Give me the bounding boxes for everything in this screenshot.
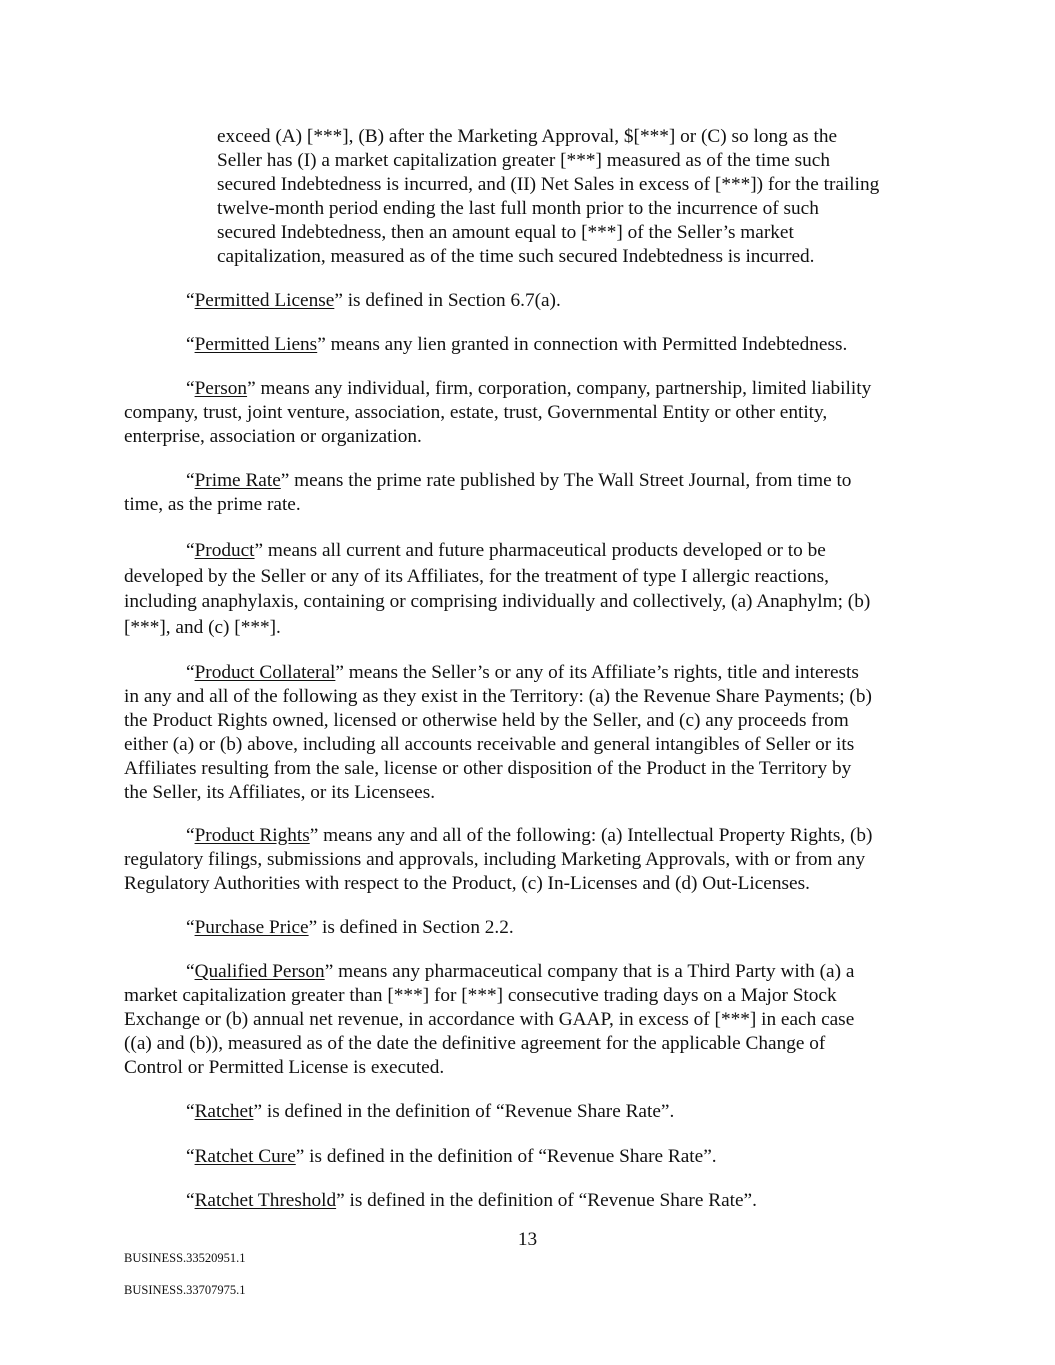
open-quote: “ (186, 917, 195, 938)
continued-clause (217, 125, 947, 269)
open-quote: “ (186, 961, 195, 982)
definition-text: ” means any lien granted in connection with Permitted Indebtedness. (317, 334, 848, 355)
definition-line: [***], and (c) [***]. (124, 616, 281, 638)
open-quote: “ (186, 378, 195, 399)
defined-term: Ratchet Cure (194, 1146, 296, 1167)
defined-term: Qualified Person (194, 961, 325, 982)
definition-line: enterprise, association or organization. (124, 426, 422, 447)
definition-product-rights (124, 824, 944, 896)
definition-permitted-liens (124, 333, 944, 357)
definition-text: ” means any pharmaceutical company that is a Third Party with (a) a (324, 961, 855, 982)
definition-line: time, as the prime rate. (124, 494, 301, 515)
definition-line: including anaphylaxis, containing or comprising individually and collectively, (a) Anaphylm; (b) (124, 591, 871, 612)
definition-line: market capitalization greater than [***] for [***] consecutive trading days on a Major Stock (124, 985, 837, 1006)
defined-term: Prime Rate (194, 470, 281, 491)
clause-line: twelve-month period ending the last full month prior to the incurrence of such (217, 198, 819, 219)
open-quote: “ (186, 334, 195, 355)
definition-line: ((a) and (b)), measured as of the date the definitive agreement for the applicable Change of (124, 1033, 826, 1054)
definition-purchase-price (124, 916, 944, 940)
definition-text: ” means all current and future pharmaceutical products developed or to be (254, 540, 826, 561)
open-quote: “ (186, 540, 195, 561)
definition-text: ” means any individual, firm, corporation, company, partnership, limited liability (247, 378, 872, 399)
definition-qualified-person (124, 960, 944, 1080)
clause-line: secured Indebtedness, then an amount equal to [***] of the Seller’s market (217, 222, 794, 243)
definition-ratchet (124, 1100, 944, 1124)
definition-text: ” is defined in the definition of “Revenue Share Rate”. (336, 1190, 757, 1211)
defined-term: Permitted License (194, 290, 335, 311)
defined-term: Product Collateral (194, 662, 336, 683)
definition-line: Affiliates resulting from the sale, license or other disposition of the Product in the Territory by (124, 758, 852, 779)
definition-line: the Product Rights owned, licensed or otherwise held by the Seller, and (c) any proceeds from (124, 710, 849, 731)
definition-line: the Seller, its Affiliates, or its Licensees. (124, 782, 436, 803)
definition-line: Regulatory Authorities with respect to the Product, (c) In-Licenses and (d) Out-Licenses. (124, 873, 810, 894)
clause-line: secured Indebtedness is incurred, and (II) Net Sales in excess of [***]) for the trailing (217, 174, 880, 195)
definition-ratchet-cure (124, 1145, 944, 1169)
definition-line: company, trust, joint venture, association, estate, trust, Governmental Entity or other entity, (124, 402, 828, 423)
definition-product (124, 538, 944, 640)
page-number: 13 (517, 1229, 538, 1250)
open-quote: “ (186, 662, 195, 683)
definition-line: regulatory filings, submissions and approvals, including Marketing Approvals, with or from any (124, 849, 866, 870)
definition-text: ” is defined in the definition of “Revenue Share Rate”. (253, 1101, 675, 1122)
definition-line: Control or Permitted License is executed. (124, 1057, 445, 1078)
defined-term: Product (194, 540, 255, 561)
defined-term: Product Rights (194, 825, 310, 846)
definition-text: ” is defined in Section 2.2. (308, 917, 514, 938)
definition-text: ” means any and all of the following: (a) Intellectual Property Rights, (b) (309, 825, 873, 846)
open-quote: “ (186, 1190, 195, 1211)
definition-permitted-license (124, 289, 944, 313)
definition-person (124, 377, 944, 449)
definition-text: ” is defined in the definition of “Revenue Share Rate”. (295, 1146, 717, 1167)
open-quote: “ (186, 1101, 195, 1122)
defined-term: Person (194, 378, 248, 399)
definition-line: developed by the Seller or any of its Affiliates, for the treatment of type I allergic reactions, (124, 565, 829, 587)
defined-term: Ratchet (194, 1101, 254, 1122)
definition-text: ” means the Seller’s or any of its Affiliate’s rights, title and interests (335, 662, 859, 683)
definition-text: ” is defined in Section 6.7(a). (334, 290, 561, 311)
open-quote: “ (186, 825, 195, 846)
definition-text: ” means the prime rate published by The Wall Street Journal, from time to (280, 470, 852, 491)
definition-ratchet-threshold (124, 1189, 944, 1213)
defined-term: Purchase Price (194, 917, 309, 938)
open-quote: “ (186, 290, 195, 311)
definition-line: Exchange or (b) annual net revenue, in accordance with GAAP, in excess of [***] in each case (124, 1009, 855, 1030)
clause-line: capitalization, measured as of the time such secured Indebtedness is incurred. (217, 246, 815, 267)
definition-prime-rate (124, 469, 944, 517)
open-quote: “ (186, 470, 195, 491)
definition-line: either (a) or (b) above, including all accounts receivable and general intangibles of Seller or its (124, 734, 855, 755)
clause-line: Seller has (I) a market capitalization greater [***] measured as of the time such (217, 150, 830, 171)
document-id: BUSINESS.33707975.1 (124, 1283, 246, 1297)
clause-line: exceed (A) [***], (B) after the Marketing Approval, $[***] or (C) so long as the (217, 126, 838, 147)
defined-term: Permitted Liens (194, 334, 318, 355)
definition-product-collateral (124, 661, 944, 805)
document-id: BUSINESS.33520951.1 (124, 1251, 246, 1265)
definition-line: in any and all of the following as they exist in the Territory: (a) the Revenue Share Payments; (b) (124, 686, 872, 707)
open-quote: “ (186, 1146, 195, 1167)
defined-term: Ratchet Threshold (194, 1190, 337, 1211)
